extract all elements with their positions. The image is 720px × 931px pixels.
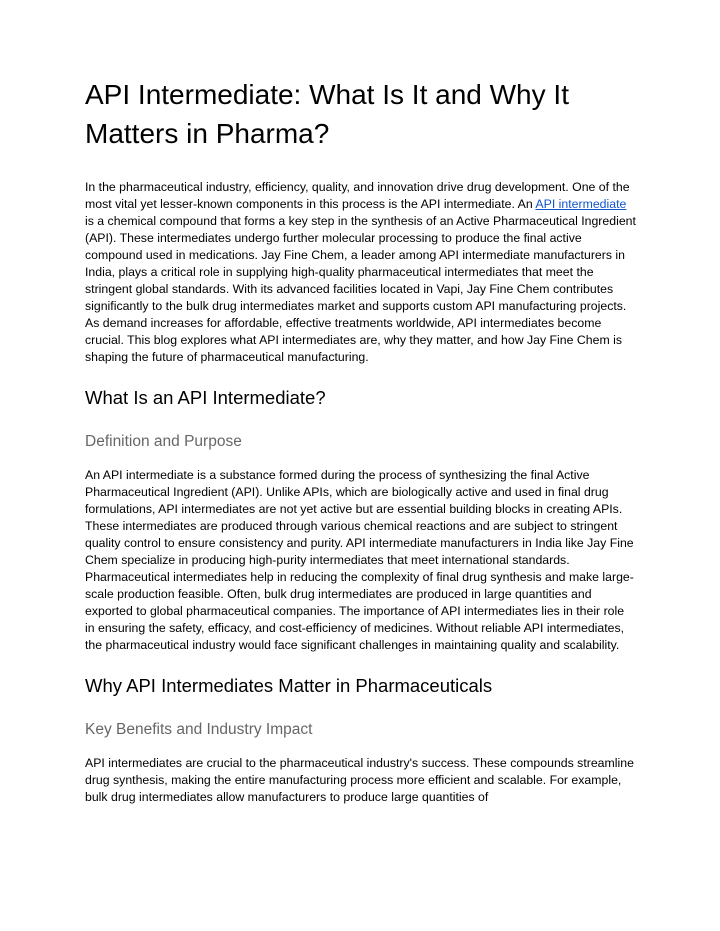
subsection-heading-key-benefits: Key Benefits and Industry Impact (85, 721, 313, 738)
benefits-paragraph: API intermediates are crucial to the pharmaceutical industry's success. These compounds streamline drug synthesis, making the entire manufacturing process more efficient and scalable. For example, bulk drug intermediates allow manufacturers to produce large quantities of (85, 756, 634, 804)
api-intermediate-link[interactable]: API intermediate (535, 197, 627, 211)
definition-paragraph: An API intermediate is a substance formed during the process of synthesizing the final Active Pharmaceutical Ingredient (API). Unlike APIs, which are biologically active and used in final drug formulations, API intermediates are not yet active but are essential building blocks in creating APIs. These intermediates are produced through various chemical reactions and are subject to stringent quality control to ensure consistency and purity. API intermediate manufacturers in India like Jay Fine Chem specialize in producing high-purity intermediates that meet international standards. Pharmaceutical intermediates help in reducing the complexity of final drug synthesis and make large-scale production feasible. Often, bulk drug intermediates are produced in large quantities and exported to global pharmaceutical companies. The importance of API intermediates lies in their role in ensuring the safety, efficacy, and cost-efficiency of medicines. Without reliable API intermediates, the pharmaceutical industry would face significant challenges in maintaining quality and scalability. (85, 468, 634, 652)
section-heading-what-is-api-intermediate: What Is an API Intermediate? (85, 387, 326, 408)
section-heading-why-intermediates-matter: Why API Intermediates Matter in Pharmaceuticals (85, 675, 493, 696)
document-title: API Intermediate: What Is It and Why It Matters in Pharma? (85, 79, 569, 149)
subsection-heading-definition-and-purpose: Definition and Purpose (85, 433, 242, 450)
intro-paragraph: In the pharmaceutical industry, efficiency, quality, and innovation drive drug development. One of the most vital yet lesser-known components in this process is the API intermediate. An API intermediate is a chemical compound that forms a key step in the synthesis of an Active Pharmaceutical Ingredient (API). These intermediates undergo further molecular processing to produce the final active compound used in medications. Jay Fine Chem, a leader among API intermediate manufacturers in India, plays a critical role in supplying high-quality pharmaceutical intermediates that meet the stringent global standards. With its advanced facilities located in Vapi, Jay Fine Chem contributes significantly to the bulk drug intermediates market and supports custom API manufacturing projects. As demand increases for affordable, effective treatments worldwide, API intermediates become crucial. This blog explores what API intermediates are, why they matter, and how Jay Fine Chem is shaping the future of pharmaceutical manufacturing. (85, 180, 636, 364)
